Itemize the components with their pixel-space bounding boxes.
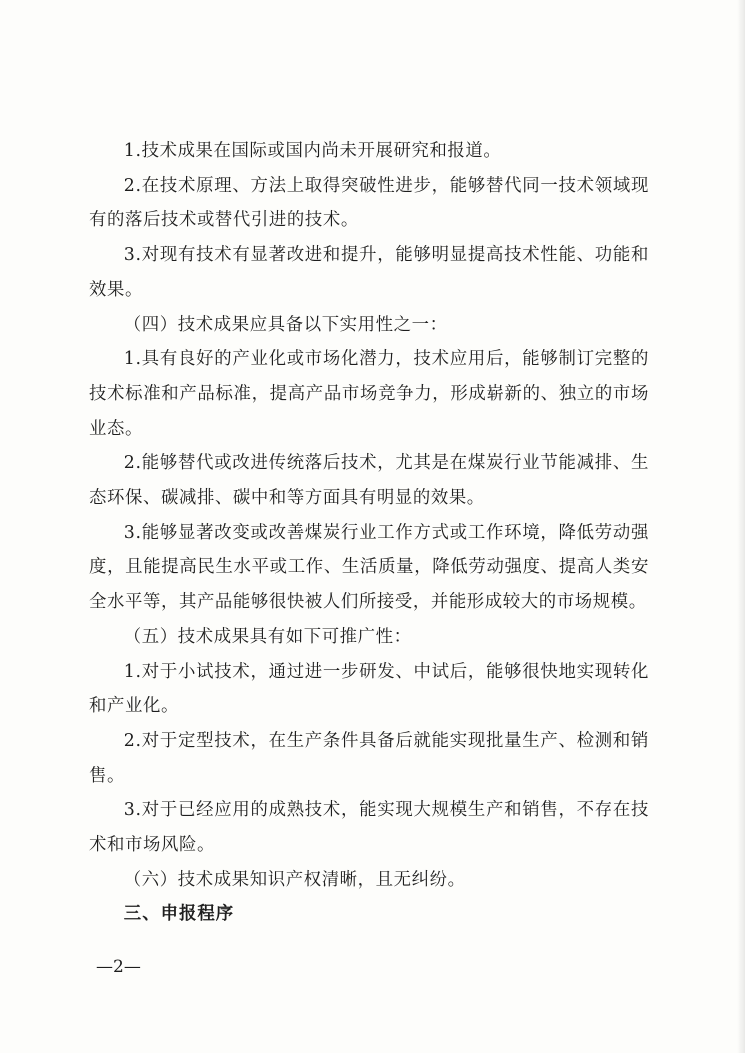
document-body [89,134,649,932]
page-number: —2— [96,957,141,977]
paragraph-3: 3.对现有技术有显著改进和提升，能够明显提高技术性能、功能和效果。 [89,245,649,300]
paragraph-10: 2.对于定型技术，在生产条件具备后就能实现批量生产、检测和销售。 [89,730,649,786]
paragraph-1: 1.技术成果在国际或国内尚未开展研究和报道。 [123,141,502,161]
page-edge-shadow [737,0,745,1053]
chapter-heading-3: 三、申报程序 [123,904,235,925]
section-heading-6: （六）技术成果知识产权清晰，且无纠纷。 [123,869,466,890]
paragraph-7: 3.能够显著改变或改善煤炭行业工作方式或工作环境，降低劳动强度，且能提高民生水平或工作、生活质量，降低劳动强度、提高人类安全水平等，其产品能够很快被人们所接受，并能形成较大的市场规模。 [89,522,649,613]
paragraph-5: 1.具有良好的产业化或市场化潜力，技术应用后，能够制订完整的技术标准和产品标准，提高产品市场竞争力，形成崭新的、独立的市场业态。 [89,349,649,439]
paragraph-2: 2.在技术原理、方法上取得突破性进步，能够替代同一技术领域现有的落后技术或替代引进的技术。 [89,175,649,231]
paragraph-11: 3.对于已经应用的成熟技术，能实现大规模生产和销售，不存在技术和市场风险。 [89,800,649,856]
section-heading-5: （五）技术成果具有如下可推广性： [123,626,412,647]
section-heading-4: （四）技术成果应具备以下实用性之一： [123,314,448,335]
paragraph-6: 2.能够替代或改进传统落后技术，尤其是在煤炭行业节能减排、生态环保、碳减排、碳中和等方面具有明显的效果。 [89,453,649,509]
paragraph-9: 1.对于小试技术，通过进一步研发、中试后，能够很快地实现转化和产业化。 [89,661,649,717]
